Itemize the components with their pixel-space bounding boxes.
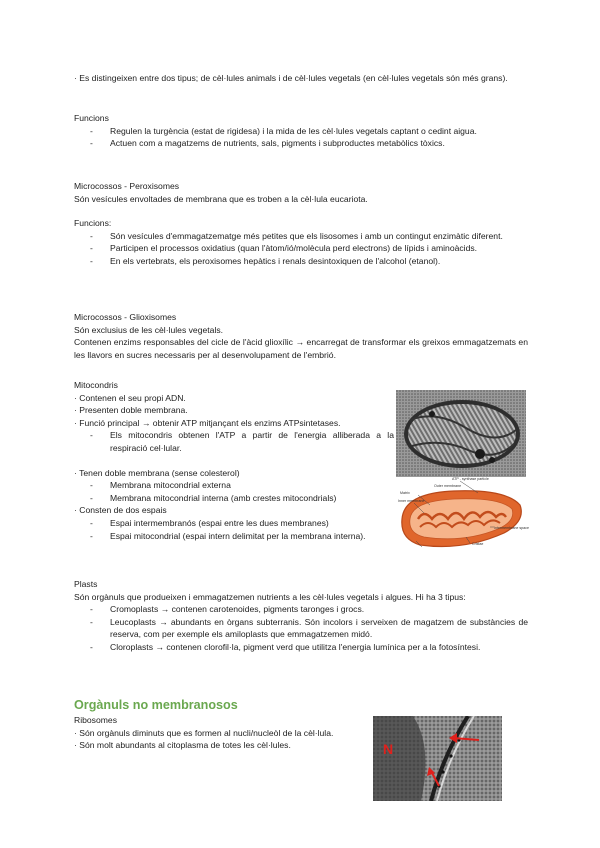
ribosomes-section <box>74 714 366 752</box>
list-item: - Actuen com a magatzems de nutrients, sals, pigments i subproductes metabòlics tòxics. <box>74 137 528 150</box>
mitochondrion-svg <box>394 475 530 555</box>
mitocondris-sublist-3 <box>74 517 366 542</box>
plasts-desc: Són orgànuls que produeixen i emmagatzemen nutrients a les cèl·lules vegetals i algues. Hi ha 3 tipus: <box>74 591 466 602</box>
list-item: - Els mitocondris obtenen l'ATP a partir de l'energia alliberada a la respiració cel·lular. <box>74 429 394 454</box>
list-item: - Espai mitocondrial (espai intern delimitat per la membrana interna). <box>74 530 366 543</box>
plasts-heading: Plasts <box>74 579 98 589</box>
list-item: - Cloroplasts → contenen clorofil·la, pigment verd que utilitza l'energia lumínica per a la fotosíntesi. <box>74 641 528 654</box>
peroxisomes-heading: Microcossos - Peroxisomes <box>74 181 180 191</box>
mitocondris-line: · Funció principal → obtenir ATP mitjançant els enzims ATPsintetases. <box>74 417 341 428</box>
ribosomes-line: · Són molt abundants al citoplasma de totes les cèl·lules. <box>74 740 291 751</box>
ribosomes-line: · Són orgànuls diminuts que es formen al nucli/nucleòl de la cèl·lula. <box>74 727 334 738</box>
peroxisomes-list <box>74 230 528 268</box>
list-item: - En els vertebrats, els peroxisomes hepàtics i renals desintoxiquen de l'alcohol (etanol). <box>74 255 528 268</box>
funcions-heading: Funcions <box>74 113 109 123</box>
glioxisomes-line1: Són exclusius de les cèl·lules vegetals. <box>74 324 224 335</box>
plasts-list <box>74 603 528 653</box>
no-membranosos-section <box>74 697 528 713</box>
micrograph-svg <box>396 390 526 477</box>
intro-text: · Es distingeixen entre dos tipus; de cèl·lules animals i de cèl·lules vegetals (en cèl·lules vegetals són més grans). <box>74 73 508 83</box>
peroxisomes-funcions-heading: Funcions: <box>74 218 112 229</box>
mitochondrion-diagram <box>394 475 530 555</box>
glioxisomes-line2: Contenen enzims responsables del cicle de l'àcid glioxílic → encarregat de transformar els greixos emmagatzemats en les llavors en sucres necessaris per al desenvolupament de l'embrió. <box>74 337 528 360</box>
intro-block <box>74 72 528 85</box>
list-item: - Participen el processos oxidatius (quan l'àtom/ió/molècula perd electrons) de lípids i aminoàcids. <box>74 242 528 255</box>
glioxisomes-heading: Microcossos - Glioxisomes <box>74 312 177 322</box>
list-item: - Cromoplasts → contenen carotenoides, pigments taronges i grocs. <box>74 603 528 616</box>
list-item: - Membrana mitocondrial externa <box>74 479 394 492</box>
label-inner-membrane: Inner membrane <box>398 499 425 503</box>
funcions-list <box>74 125 528 150</box>
label-intermembrane-space: Intermembrane space <box>494 526 529 530</box>
list-item: - Són vesícules d'emmagatzematge més petites que els lisosomes i amb un contingut enzimàtic diferent. <box>74 230 528 243</box>
label-cristae: Cristae <box>472 542 484 546</box>
no-membranosos-heading: Orgànuls no membranosos <box>74 698 238 712</box>
mitochondria-micrograph-image <box>396 390 526 477</box>
peroxisomes-section <box>74 180 528 268</box>
list-item: - Regulen la turgència (estat de rigidesa) i la mida de les cèl·lules vegetals captant o cedint aigua. <box>74 125 528 138</box>
funcions-section <box>74 112 528 150</box>
mitocondris-section <box>74 379 394 542</box>
list-item: - Leucoplasts → abundants en òrgans subterranis. Són incolors i serveixen de magatzem de substàncies de reserva, com per exemple els amiloplasts que emmagatzemen midó. <box>74 616 528 641</box>
plasts-section <box>74 578 528 654</box>
ribosome-micrograph-svg <box>373 716 502 801</box>
mitocondris-line: · Presenten doble membrana. <box>74 405 188 416</box>
mitocondris-heading: Mitocondris <box>74 380 118 390</box>
mitocondris-sublist-1 <box>74 429 394 454</box>
list-item: - Espai intermembranós (espai entre les dues membranes) <box>74 517 366 530</box>
label-outer-membrane: Outer membrane <box>434 484 462 488</box>
mitocondris-sublist-2 <box>74 479 394 504</box>
ribosomes-heading: Ribosomes <box>74 715 117 725</box>
list-item: - Membrana mitocondrial interna (amb crestes mitocondrials) <box>74 492 394 505</box>
peroxisomes-desc: Són vesícules envoltades de membrana que es troben a la cèl·lula eucariota. <box>74 193 368 204</box>
label-matrix: Matrix <box>400 491 410 495</box>
mitocondris-line: · Tenen doble membrana (sense colesterol) <box>74 467 240 478</box>
ribosome-micrograph-image <box>373 716 502 801</box>
mitocondris-line: · Consten de dos espais <box>74 505 167 516</box>
nucleus-label: N <box>383 741 394 757</box>
glioxisomes-section <box>74 311 528 361</box>
label-atp-synthase: ATP - synthase particle <box>452 477 489 481</box>
mitocondris-line: · Contenen el seu propi ADN. <box>74 392 186 403</box>
